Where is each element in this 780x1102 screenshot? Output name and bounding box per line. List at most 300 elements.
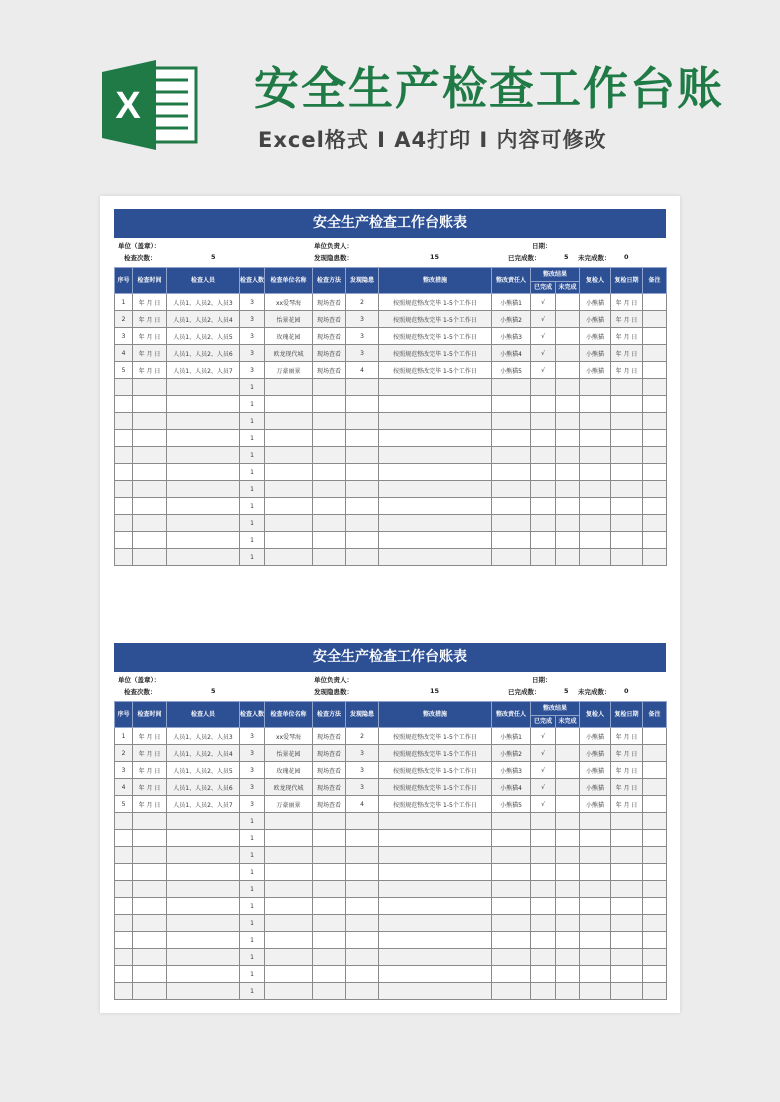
cell-count[interactable]: 1 (240, 549, 265, 566)
cell-method[interactable] (313, 949, 346, 966)
cell-method[interactable]: 现场查看 (313, 311, 346, 328)
cell-review-date[interactable] (611, 983, 643, 1000)
cell-hazards[interactable] (346, 447, 379, 464)
cell-time[interactable]: 年 月 日 (133, 728, 167, 745)
cell-unit[interactable] (265, 515, 313, 532)
cell-review-date[interactable] (611, 379, 643, 396)
cell-method[interactable] (313, 898, 346, 915)
cell-persons[interactable] (167, 447, 240, 464)
cell-count[interactable]: 3 (240, 762, 265, 779)
cell-persons[interactable] (167, 515, 240, 532)
cell-done[interactable] (531, 413, 556, 430)
cell-note[interactable] (643, 830, 667, 847)
cell-count[interactable]: 3 (240, 796, 265, 813)
cell-time[interactable] (133, 430, 167, 447)
cell-seq[interactable]: 4 (115, 345, 133, 362)
cell-reviewer[interactable]: 小熊猫 (580, 728, 611, 745)
cell-method[interactable] (313, 864, 346, 881)
cell-owner[interactable] (492, 515, 531, 532)
cell-count[interactable]: 1 (240, 532, 265, 549)
cell-done[interactable] (531, 847, 556, 864)
cell-count[interactable]: 1 (240, 464, 265, 481)
cell-done[interactable] (531, 464, 556, 481)
cell-undone[interactable] (556, 396, 580, 413)
cell-note[interactable] (643, 515, 667, 532)
cell-count[interactable]: 3 (240, 728, 265, 745)
cell-done[interactable] (531, 396, 556, 413)
cell-method[interactable]: 现场查看 (313, 328, 346, 345)
cell-measures[interactable] (379, 515, 492, 532)
cell-method[interactable] (313, 966, 346, 983)
cell-done[interactable] (531, 447, 556, 464)
cell-done[interactable] (531, 949, 556, 966)
cell-time[interactable] (133, 932, 167, 949)
cell-unit[interactable] (265, 430, 313, 447)
cell-review-date[interactable] (611, 430, 643, 447)
cell-undone[interactable] (556, 983, 580, 1000)
cell-undone[interactable] (556, 328, 580, 345)
cell-reviewer[interactable] (580, 983, 611, 1000)
cell-time[interactable] (133, 949, 167, 966)
cell-owner[interactable]: 小熊猫5 (492, 362, 531, 379)
cell-seq[interactable] (115, 532, 133, 549)
cell-persons[interactable] (167, 413, 240, 430)
cell-count[interactable]: 3 (240, 345, 265, 362)
cell-undone[interactable] (556, 532, 580, 549)
cell-reviewer[interactable] (580, 847, 611, 864)
cell-method[interactable]: 现场查看 (313, 294, 346, 311)
cell-note[interactable] (643, 966, 667, 983)
cell-note[interactable] (643, 447, 667, 464)
cell-hazards[interactable] (346, 532, 379, 549)
cell-time[interactable]: 年 月 日 (133, 745, 167, 762)
cell-owner[interactable]: 小熊猫3 (492, 762, 531, 779)
cell-count[interactable]: 1 (240, 864, 265, 881)
cell-time[interactable] (133, 915, 167, 932)
cell-method[interactable] (313, 515, 346, 532)
cell-owner[interactable] (492, 915, 531, 932)
cell-method[interactable]: 现场查看 (313, 779, 346, 796)
cell-seq[interactable] (115, 915, 133, 932)
cell-seq[interactable]: 5 (115, 362, 133, 379)
cell-note[interactable] (643, 813, 667, 830)
cell-unit[interactable] (265, 966, 313, 983)
cell-hazards[interactable]: 2 (346, 294, 379, 311)
cell-persons[interactable]: 人员1、人员2、人员3 (167, 294, 240, 311)
cell-measures[interactable]: 按照规范整改完毕 1-5个工作日 (379, 362, 492, 379)
cell-unit[interactable] (265, 549, 313, 566)
cell-count[interactable]: 1 (240, 966, 265, 983)
cell-owner[interactable] (492, 949, 531, 966)
cell-count[interactable]: 1 (240, 847, 265, 864)
cell-hazards[interactable]: 3 (346, 745, 379, 762)
cell-undone[interactable] (556, 864, 580, 881)
cell-note[interactable] (643, 345, 667, 362)
cell-persons[interactable]: 人员1、人员2、人员6 (167, 345, 240, 362)
cell-unit[interactable]: xx爱琴海 (265, 728, 313, 745)
cell-seq[interactable]: 2 (115, 745, 133, 762)
cell-unit[interactable] (265, 949, 313, 966)
cell-hazards[interactable] (346, 915, 379, 932)
cell-note[interactable] (643, 762, 667, 779)
cell-count[interactable]: 1 (240, 983, 265, 1000)
cell-measures[interactable] (379, 983, 492, 1000)
cell-undone[interactable] (556, 362, 580, 379)
cell-note[interactable] (643, 532, 667, 549)
cell-count[interactable]: 1 (240, 430, 265, 447)
cell-undone[interactable] (556, 345, 580, 362)
cell-count[interactable]: 1 (240, 915, 265, 932)
cell-persons[interactable] (167, 498, 240, 515)
cell-owner[interactable] (492, 898, 531, 915)
cell-time[interactable] (133, 813, 167, 830)
cell-seq[interactable] (115, 396, 133, 413)
cell-owner[interactable]: 小熊猫3 (492, 328, 531, 345)
cell-done[interactable] (531, 864, 556, 881)
cell-undone[interactable] (556, 932, 580, 949)
cell-seq[interactable] (115, 983, 133, 1000)
cell-method[interactable] (313, 983, 346, 1000)
cell-unit[interactable] (265, 983, 313, 1000)
cell-seq[interactable] (115, 932, 133, 949)
cell-time[interactable] (133, 898, 167, 915)
cell-reviewer[interactable] (580, 932, 611, 949)
cell-note[interactable] (643, 915, 667, 932)
cell-persons[interactable] (167, 396, 240, 413)
cell-hazards[interactable] (346, 481, 379, 498)
cell-note[interactable] (643, 898, 667, 915)
cell-hazards[interactable] (346, 396, 379, 413)
cell-undone[interactable] (556, 949, 580, 966)
cell-measures[interactable]: 按照规范整改完毕 1-5个工作日 (379, 762, 492, 779)
cell-review-date[interactable] (611, 447, 643, 464)
cell-persons[interactable] (167, 983, 240, 1000)
cell-reviewer[interactable] (580, 464, 611, 481)
cell-owner[interactable] (492, 430, 531, 447)
cell-hazards[interactable] (346, 881, 379, 898)
cell-measures[interactable] (379, 532, 492, 549)
cell-method[interactable]: 现场查看 (313, 796, 346, 813)
cell-reviewer[interactable] (580, 532, 611, 549)
cell-undone[interactable] (556, 779, 580, 796)
cell-measures[interactable]: 按照规范整改完毕 1-5个工作日 (379, 779, 492, 796)
cell-review-date[interactable] (611, 864, 643, 881)
cell-undone[interactable] (556, 898, 580, 915)
cell-review-date[interactable]: 年 月 日 (611, 779, 643, 796)
cell-seq[interactable]: 3 (115, 762, 133, 779)
cell-count[interactable]: 1 (240, 515, 265, 532)
cell-time[interactable] (133, 830, 167, 847)
cell-count[interactable]: 1 (240, 881, 265, 898)
cell-reviewer[interactable] (580, 966, 611, 983)
cell-undone[interactable] (556, 549, 580, 566)
cell-review-date[interactable] (611, 949, 643, 966)
cell-review-date[interactable] (611, 532, 643, 549)
cell-persons[interactable] (167, 379, 240, 396)
cell-undone[interactable] (556, 430, 580, 447)
cell-done[interactable] (531, 813, 556, 830)
cell-note[interactable] (643, 498, 667, 515)
cell-time[interactable]: 年 月 日 (133, 362, 167, 379)
cell-measures[interactable] (379, 813, 492, 830)
cell-note[interactable] (643, 328, 667, 345)
cell-seq[interactable] (115, 864, 133, 881)
cell-time[interactable] (133, 447, 167, 464)
cell-review-date[interactable]: 年 月 日 (611, 311, 643, 328)
cell-done[interactable]: √ (531, 779, 556, 796)
cell-method[interactable]: 现场查看 (313, 362, 346, 379)
cell-hazards[interactable]: 4 (346, 362, 379, 379)
cell-hazards[interactable]: 3 (346, 779, 379, 796)
cell-done[interactable] (531, 430, 556, 447)
cell-review-date[interactable] (611, 915, 643, 932)
cell-persons[interactable] (167, 898, 240, 915)
cell-review-date[interactable] (611, 898, 643, 915)
cell-time[interactable]: 年 月 日 (133, 294, 167, 311)
cell-owner[interactable] (492, 932, 531, 949)
cell-persons[interactable] (167, 830, 240, 847)
cell-seq[interactable] (115, 379, 133, 396)
cell-review-date[interactable]: 年 月 日 (611, 345, 643, 362)
cell-undone[interactable] (556, 294, 580, 311)
cell-seq[interactable] (115, 813, 133, 830)
cell-note[interactable] (643, 796, 667, 813)
cell-count[interactable]: 1 (240, 447, 265, 464)
cell-seq[interactable] (115, 949, 133, 966)
cell-done[interactable] (531, 481, 556, 498)
cell-note[interactable] (643, 549, 667, 566)
cell-unit[interactable] (265, 498, 313, 515)
cell-review-date[interactable]: 年 月 日 (611, 745, 643, 762)
cell-note[interactable] (643, 413, 667, 430)
cell-time[interactable] (133, 379, 167, 396)
cell-hazards[interactable] (346, 515, 379, 532)
cell-persons[interactable]: 人员1、人员2、人员5 (167, 328, 240, 345)
cell-note[interactable] (643, 728, 667, 745)
cell-owner[interactable] (492, 481, 531, 498)
cell-hazards[interactable]: 3 (346, 345, 379, 362)
cell-done[interactable] (531, 983, 556, 1000)
cell-persons[interactable]: 人员1、人员2、人员7 (167, 362, 240, 379)
cell-done[interactable]: √ (531, 328, 556, 345)
cell-measures[interactable] (379, 915, 492, 932)
cell-review-date[interactable] (611, 881, 643, 898)
cell-seq[interactable] (115, 481, 133, 498)
cell-time[interactable] (133, 481, 167, 498)
cell-hazards[interactable] (346, 898, 379, 915)
cell-method[interactable] (313, 830, 346, 847)
cell-seq[interactable]: 1 (115, 728, 133, 745)
cell-hazards[interactable] (346, 498, 379, 515)
cell-reviewer[interactable] (580, 549, 611, 566)
cell-method[interactable]: 现场查看 (313, 728, 346, 745)
cell-owner[interactable]: 小熊猫2 (492, 311, 531, 328)
cell-method[interactable] (313, 430, 346, 447)
cell-measures[interactable] (379, 447, 492, 464)
cell-unit[interactable]: 玫瑰花园 (265, 762, 313, 779)
cell-undone[interactable] (556, 915, 580, 932)
cell-persons[interactable] (167, 813, 240, 830)
cell-measures[interactable] (379, 830, 492, 847)
cell-measures[interactable] (379, 481, 492, 498)
cell-done[interactable]: √ (531, 796, 556, 813)
cell-note[interactable] (643, 847, 667, 864)
cell-persons[interactable]: 人员1、人员2、人员3 (167, 728, 240, 745)
cell-method[interactable] (313, 413, 346, 430)
cell-done[interactable]: √ (531, 294, 556, 311)
cell-persons[interactable] (167, 949, 240, 966)
cell-measures[interactable] (379, 898, 492, 915)
cell-method[interactable] (313, 379, 346, 396)
cell-done[interactable] (531, 966, 556, 983)
cell-reviewer[interactable]: 小熊猫 (580, 345, 611, 362)
cell-count[interactable]: 1 (240, 949, 265, 966)
cell-persons[interactable] (167, 549, 240, 566)
cell-measures[interactable] (379, 864, 492, 881)
cell-count[interactable]: 1 (240, 396, 265, 413)
cell-seq[interactable] (115, 847, 133, 864)
cell-unit[interactable] (265, 830, 313, 847)
cell-owner[interactable] (492, 549, 531, 566)
cell-count[interactable]: 3 (240, 745, 265, 762)
cell-hazards[interactable]: 3 (346, 762, 379, 779)
cell-reviewer[interactable] (580, 915, 611, 932)
cell-unit[interactable] (265, 881, 313, 898)
cell-measures[interactable] (379, 932, 492, 949)
cell-undone[interactable] (556, 745, 580, 762)
cell-count[interactable]: 1 (240, 830, 265, 847)
cell-persons[interactable] (167, 430, 240, 447)
cell-method[interactable]: 现场查看 (313, 762, 346, 779)
cell-seq[interactable] (115, 881, 133, 898)
cell-time[interactable] (133, 413, 167, 430)
cell-undone[interactable] (556, 830, 580, 847)
cell-persons[interactable]: 人员1、人员2、人员6 (167, 779, 240, 796)
cell-review-date[interactable] (611, 813, 643, 830)
cell-measures[interactable]: 按照规范整改完毕 1-5个工作日 (379, 345, 492, 362)
cell-note[interactable] (643, 745, 667, 762)
cell-review-date[interactable]: 年 月 日 (611, 728, 643, 745)
cell-count[interactable]: 1 (240, 813, 265, 830)
cell-review-date[interactable]: 年 月 日 (611, 362, 643, 379)
cell-count[interactable]: 1 (240, 379, 265, 396)
cell-count[interactable]: 1 (240, 413, 265, 430)
cell-done[interactable] (531, 932, 556, 949)
cell-reviewer[interactable]: 小熊猫 (580, 362, 611, 379)
cell-measures[interactable] (379, 966, 492, 983)
cell-time[interactable]: 年 月 日 (133, 762, 167, 779)
cell-seq[interactable]: 4 (115, 779, 133, 796)
cell-method[interactable] (313, 549, 346, 566)
cell-owner[interactable] (492, 396, 531, 413)
cell-done[interactable] (531, 915, 556, 932)
cell-note[interactable] (643, 864, 667, 881)
cell-seq[interactable]: 1 (115, 294, 133, 311)
cell-method[interactable] (313, 481, 346, 498)
cell-time[interactable] (133, 532, 167, 549)
cell-note[interactable] (643, 779, 667, 796)
cell-unit[interactable] (265, 413, 313, 430)
cell-review-date[interactable] (611, 413, 643, 430)
cell-undone[interactable] (556, 515, 580, 532)
cell-time[interactable]: 年 月 日 (133, 328, 167, 345)
cell-reviewer[interactable] (580, 864, 611, 881)
cell-seq[interactable] (115, 515, 133, 532)
cell-persons[interactable]: 人员1、人员2、人员5 (167, 762, 240, 779)
cell-unit[interactable]: 玫瑰花园 (265, 328, 313, 345)
cell-review-date[interactable] (611, 515, 643, 532)
cell-count[interactable]: 1 (240, 498, 265, 515)
cell-hazards[interactable]: 2 (346, 728, 379, 745)
cell-unit[interactable] (265, 932, 313, 949)
cell-done[interactable] (531, 379, 556, 396)
cell-note[interactable] (643, 362, 667, 379)
cell-measures[interactable]: 按照规范整改完毕 1-5个工作日 (379, 796, 492, 813)
cell-hazards[interactable] (346, 413, 379, 430)
cell-undone[interactable] (556, 311, 580, 328)
cell-persons[interactable] (167, 464, 240, 481)
cell-method[interactable] (313, 932, 346, 949)
cell-seq[interactable]: 2 (115, 311, 133, 328)
cell-measures[interactable] (379, 379, 492, 396)
cell-owner[interactable] (492, 881, 531, 898)
cell-hazards[interactable] (346, 983, 379, 1000)
cell-note[interactable] (643, 311, 667, 328)
cell-done[interactable]: √ (531, 311, 556, 328)
cell-reviewer[interactable] (580, 830, 611, 847)
cell-persons[interactable] (167, 915, 240, 932)
cell-time[interactable]: 年 月 日 (133, 345, 167, 362)
cell-seq[interactable] (115, 430, 133, 447)
cell-time[interactable] (133, 515, 167, 532)
cell-unit[interactable] (265, 813, 313, 830)
cell-review-date[interactable] (611, 481, 643, 498)
cell-method[interactable] (313, 813, 346, 830)
cell-hazards[interactable] (346, 847, 379, 864)
cell-undone[interactable] (556, 728, 580, 745)
cell-unit[interactable]: xx爱琴海 (265, 294, 313, 311)
cell-done[interactable] (531, 881, 556, 898)
cell-undone[interactable] (556, 847, 580, 864)
cell-owner[interactable] (492, 830, 531, 847)
cell-count[interactable]: 3 (240, 779, 265, 796)
cell-reviewer[interactable] (580, 881, 611, 898)
cell-note[interactable] (643, 430, 667, 447)
cell-time[interactable] (133, 498, 167, 515)
cell-review-date[interactable]: 年 月 日 (611, 762, 643, 779)
cell-persons[interactable] (167, 932, 240, 949)
cell-time[interactable] (133, 464, 167, 481)
cell-done[interactable]: √ (531, 345, 556, 362)
cell-persons[interactable]: 人员1、人员2、人员4 (167, 311, 240, 328)
cell-reviewer[interactable] (580, 515, 611, 532)
cell-owner[interactable] (492, 379, 531, 396)
cell-seq[interactable] (115, 898, 133, 915)
cell-reviewer[interactable] (580, 949, 611, 966)
cell-measures[interactable] (379, 847, 492, 864)
cell-hazards[interactable]: 4 (346, 796, 379, 813)
cell-unit[interactable] (265, 532, 313, 549)
cell-review-date[interactable]: 年 月 日 (611, 294, 643, 311)
cell-seq[interactable] (115, 498, 133, 515)
cell-measures[interactable] (379, 430, 492, 447)
cell-time[interactable] (133, 549, 167, 566)
cell-note[interactable] (643, 464, 667, 481)
cell-undone[interactable] (556, 881, 580, 898)
cell-note[interactable] (643, 294, 667, 311)
cell-done[interactable] (531, 830, 556, 847)
cell-owner[interactable] (492, 813, 531, 830)
